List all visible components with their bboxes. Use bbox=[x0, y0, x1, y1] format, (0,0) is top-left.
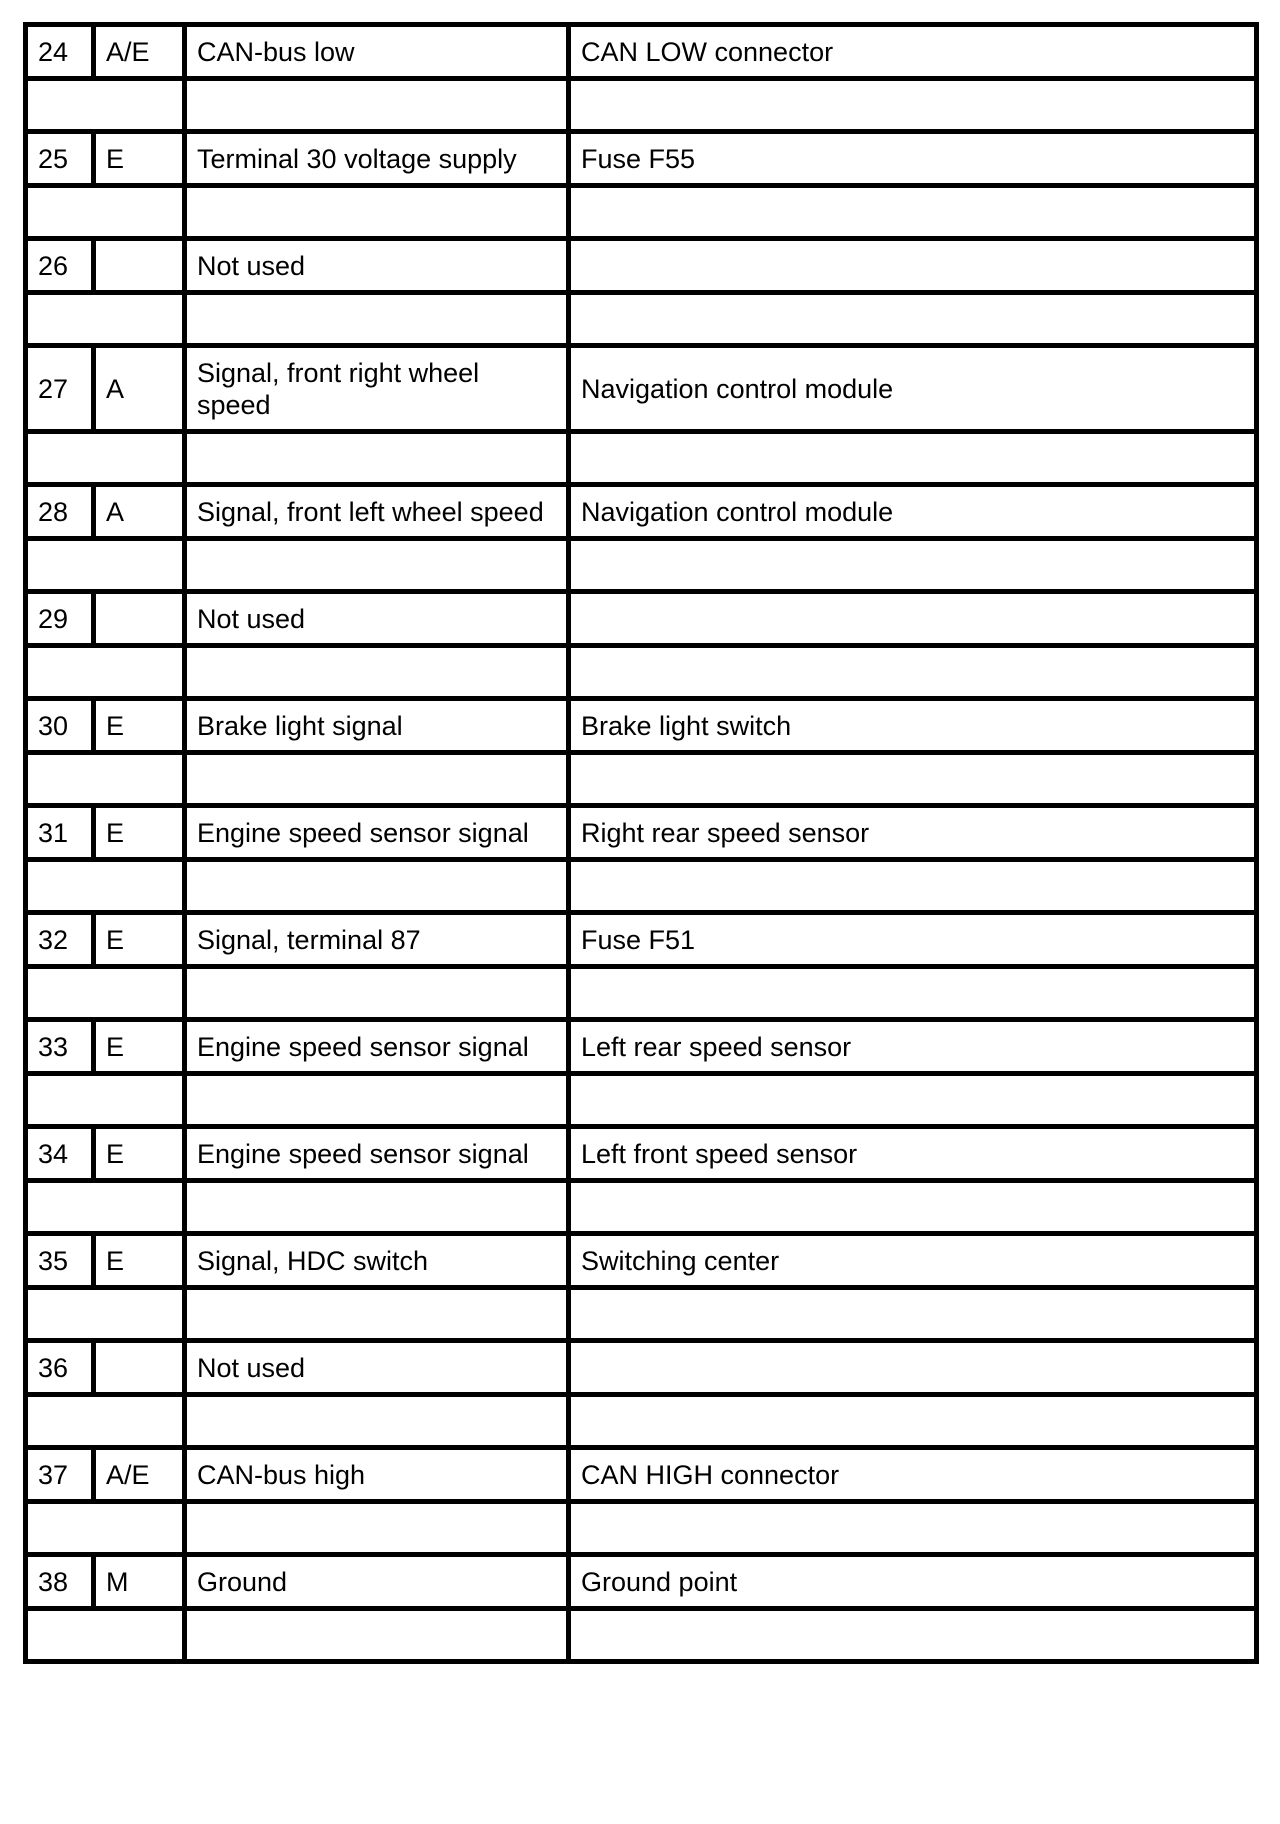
spacer-cell bbox=[26, 1609, 185, 1662]
connection-cell: Left front speed sensor bbox=[569, 1127, 1257, 1181]
spacer-row bbox=[26, 186, 1257, 239]
spacer-cell bbox=[569, 1074, 1257, 1127]
description-cell: Not used bbox=[185, 239, 569, 293]
signal-type-cell bbox=[94, 1341, 185, 1395]
spacer-cell bbox=[569, 753, 1257, 806]
pin-table-body bbox=[26, 25, 1257, 1662]
signal-type-cell: E bbox=[94, 132, 185, 186]
spacer-cell bbox=[26, 1288, 185, 1341]
spacer-cell bbox=[26, 860, 185, 913]
spacer-cell bbox=[185, 1181, 569, 1234]
table-row bbox=[26, 1020, 1257, 1074]
table-row bbox=[26, 699, 1257, 753]
spacer-cell bbox=[569, 539, 1257, 592]
description-cell: CAN-bus low bbox=[185, 25, 569, 79]
spacer-cell bbox=[185, 1288, 569, 1341]
signal-type-cell bbox=[94, 239, 185, 293]
connection-cell: Switching center bbox=[569, 1234, 1257, 1288]
spacer-cell bbox=[185, 186, 569, 239]
signal-type-cell: E bbox=[94, 699, 185, 753]
pin-number-cell: 33 bbox=[26, 1020, 94, 1074]
description-cell: Engine speed sensor signal bbox=[185, 1020, 569, 1074]
spacer-cell bbox=[26, 1502, 185, 1555]
table-row bbox=[26, 485, 1257, 539]
pin-number-cell: 34 bbox=[26, 1127, 94, 1181]
spacer-cell bbox=[569, 293, 1257, 346]
spacer-cell bbox=[26, 186, 185, 239]
spacer-cell bbox=[569, 79, 1257, 132]
spacer-cell bbox=[569, 186, 1257, 239]
spacer-cell bbox=[26, 967, 185, 1020]
description-cell: Signal, front left wheel speed bbox=[185, 485, 569, 539]
description-cell: Terminal 30 voltage supply bbox=[185, 132, 569, 186]
signal-type-cell: M bbox=[94, 1555, 185, 1609]
spacer-row bbox=[26, 432, 1257, 485]
pin-number-cell: 28 bbox=[26, 485, 94, 539]
connection-cell: Fuse F51 bbox=[569, 913, 1257, 967]
spacer-cell bbox=[185, 1074, 569, 1127]
spacer-cell bbox=[26, 432, 185, 485]
spacer-cell bbox=[569, 1395, 1257, 1448]
spacer-cell bbox=[569, 1288, 1257, 1341]
signal-type-cell: A bbox=[94, 346, 185, 432]
spacer-cell bbox=[569, 646, 1257, 699]
table-row bbox=[26, 239, 1257, 293]
spacer-cell bbox=[185, 646, 569, 699]
signal-type-cell bbox=[94, 592, 185, 646]
connection-cell: Brake light switch bbox=[569, 699, 1257, 753]
spacer-row bbox=[26, 539, 1257, 592]
signal-type-cell: E bbox=[94, 1127, 185, 1181]
spacer-cell bbox=[26, 293, 185, 346]
description-cell: CAN-bus high bbox=[185, 1448, 569, 1502]
pin-number-cell: 36 bbox=[26, 1341, 94, 1395]
connection-cell: Navigation control module bbox=[569, 485, 1257, 539]
pin-number-cell: 24 bbox=[26, 25, 94, 79]
connection-cell bbox=[569, 239, 1257, 293]
spacer-cell bbox=[569, 1502, 1257, 1555]
description-cell: Brake light signal bbox=[185, 699, 569, 753]
pin-number-cell: 30 bbox=[26, 699, 94, 753]
pin-number-cell: 38 bbox=[26, 1555, 94, 1609]
pin-number-cell: 29 bbox=[26, 592, 94, 646]
connection-cell: CAN HIGH connector bbox=[569, 1448, 1257, 1502]
spacer-cell bbox=[185, 753, 569, 806]
spacer-cell bbox=[185, 1395, 569, 1448]
table-row bbox=[26, 592, 1257, 646]
pin-number-cell: 31 bbox=[26, 806, 94, 860]
spacer-cell bbox=[26, 753, 185, 806]
table-row bbox=[26, 1448, 1257, 1502]
description-cell: Not used bbox=[185, 1341, 569, 1395]
spacer-cell bbox=[569, 967, 1257, 1020]
table-row bbox=[26, 346, 1257, 432]
table-row bbox=[26, 913, 1257, 967]
table-row bbox=[26, 25, 1257, 79]
connection-cell: Fuse F55 bbox=[569, 132, 1257, 186]
spacer-row bbox=[26, 1074, 1257, 1127]
spacer-row bbox=[26, 1181, 1257, 1234]
table-row bbox=[26, 1341, 1257, 1395]
spacer-row bbox=[26, 753, 1257, 806]
spacer-cell bbox=[185, 967, 569, 1020]
signal-type-cell: E bbox=[94, 913, 185, 967]
spacer-cell bbox=[569, 432, 1257, 485]
spacer-row bbox=[26, 1395, 1257, 1448]
spacer-cell bbox=[26, 1181, 185, 1234]
spacer-cell bbox=[26, 646, 185, 699]
spacer-cell bbox=[185, 1609, 569, 1662]
pin-number-cell: 26 bbox=[26, 239, 94, 293]
description-cell: Ground bbox=[185, 1555, 569, 1609]
spacer-cell bbox=[185, 1502, 569, 1555]
signal-type-cell: E bbox=[94, 806, 185, 860]
description-cell: Not used bbox=[185, 592, 569, 646]
connection-cell: Navigation control module bbox=[569, 346, 1257, 432]
spacer-cell bbox=[185, 432, 569, 485]
spacer-cell bbox=[185, 860, 569, 913]
spacer-row bbox=[26, 967, 1257, 1020]
spacer-row bbox=[26, 646, 1257, 699]
connection-cell bbox=[569, 1341, 1257, 1395]
signal-type-cell: A/E bbox=[94, 25, 185, 79]
spacer-row bbox=[26, 293, 1257, 346]
spacer-cell bbox=[185, 79, 569, 132]
table-row bbox=[26, 1127, 1257, 1181]
pin-number-cell: 35 bbox=[26, 1234, 94, 1288]
description-cell: Engine speed sensor signal bbox=[185, 1127, 569, 1181]
connection-cell: CAN LOW connector bbox=[569, 25, 1257, 79]
spacer-cell bbox=[569, 860, 1257, 913]
pin-number-cell: 27 bbox=[26, 346, 94, 432]
spacer-cell bbox=[26, 1074, 185, 1127]
spacer-cell bbox=[569, 1181, 1257, 1234]
signal-type-cell: A bbox=[94, 485, 185, 539]
description-cell: Signal, front right wheel speed bbox=[185, 346, 569, 432]
spacer-cell bbox=[26, 539, 185, 592]
pin-number-cell: 32 bbox=[26, 913, 94, 967]
table-row bbox=[26, 1234, 1257, 1288]
spacer-cell bbox=[185, 293, 569, 346]
description-cell: Signal, HDC switch bbox=[185, 1234, 569, 1288]
pin-assignment-table bbox=[23, 22, 1259, 1664]
spacer-row bbox=[26, 860, 1257, 913]
table-row bbox=[26, 806, 1257, 860]
table-row bbox=[26, 132, 1257, 186]
table-row bbox=[26, 1555, 1257, 1609]
connection-cell: Right rear speed sensor bbox=[569, 806, 1257, 860]
pin-number-cell: 25 bbox=[26, 132, 94, 186]
signal-type-cell: E bbox=[94, 1234, 185, 1288]
spacer-row bbox=[26, 79, 1257, 132]
connection-cell bbox=[569, 592, 1257, 646]
spacer-row bbox=[26, 1288, 1257, 1341]
spacer-cell bbox=[569, 1609, 1257, 1662]
signal-type-cell: E bbox=[94, 1020, 185, 1074]
spacer-row bbox=[26, 1502, 1257, 1555]
description-cell: Signal, terminal 87 bbox=[185, 913, 569, 967]
connection-cell: Left rear speed sensor bbox=[569, 1020, 1257, 1074]
connection-cell: Ground point bbox=[569, 1555, 1257, 1609]
spacer-cell bbox=[26, 1395, 185, 1448]
pin-number-cell: 37 bbox=[26, 1448, 94, 1502]
description-cell: Engine speed sensor signal bbox=[185, 806, 569, 860]
signal-type-cell: A/E bbox=[94, 1448, 185, 1502]
spacer-row bbox=[26, 1609, 1257, 1662]
spacer-cell bbox=[185, 539, 569, 592]
spacer-cell bbox=[26, 79, 185, 132]
